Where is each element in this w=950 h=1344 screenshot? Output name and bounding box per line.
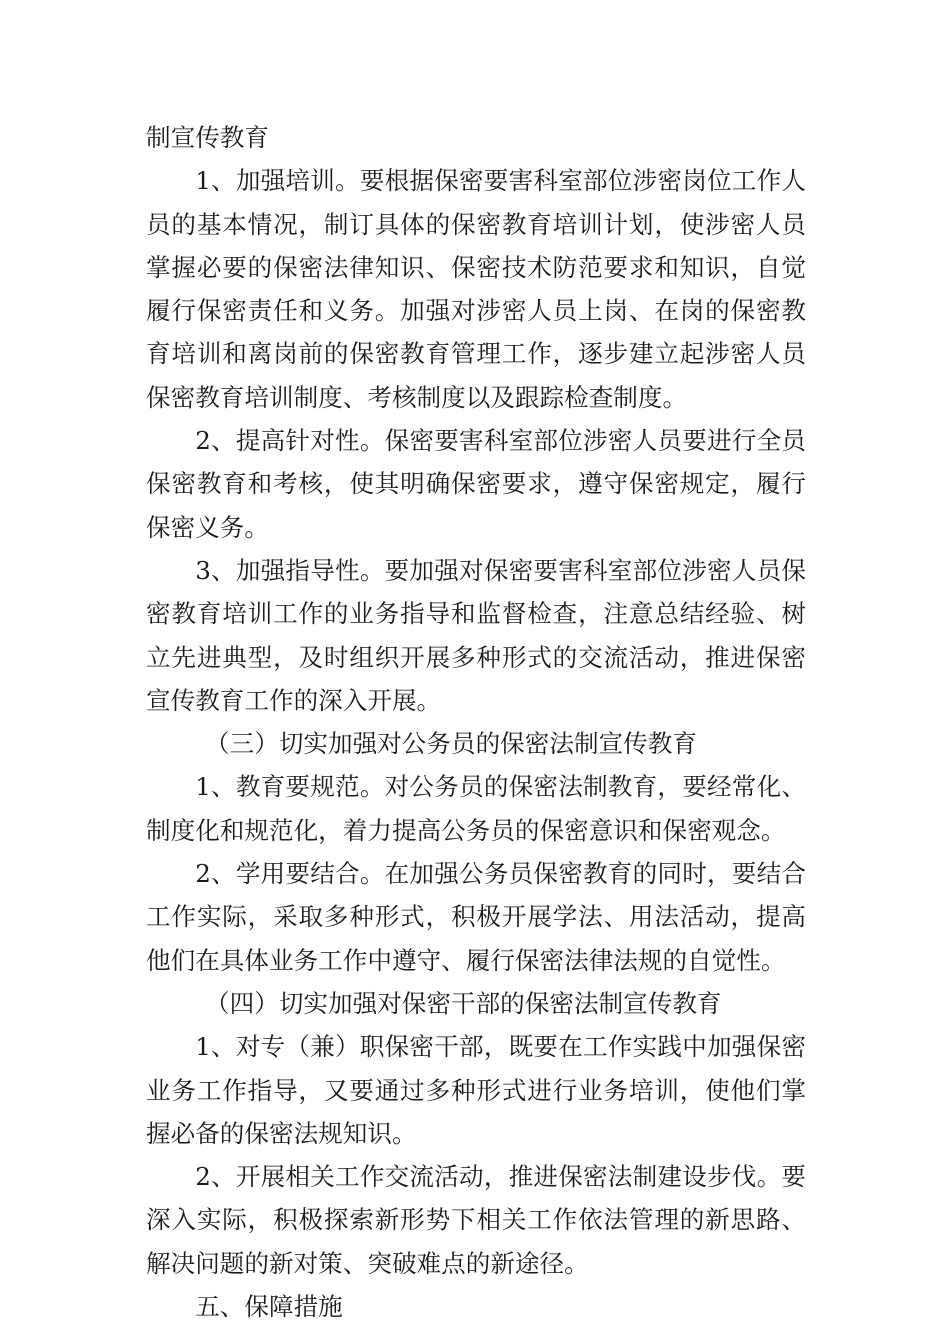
section-heading-secrecy-cadres: （四）切实加强对保密干部的保密法制宣传教育 — [205, 988, 722, 1018]
paragraph-standardize: 1、教育要规范。对公务员的保密法制教育，要经常化、制度化和规范化，着力提高公务员的保密意识和保密观念。 — [146, 772, 806, 845]
paragraph-pertinence: 2、提高针对性。保密要害科室部位涉密人员要进行全员保密教育和考核，使其明确保密要求，遵守保密规定，履行保密义务。 — [146, 426, 806, 542]
section-heading-civil-servants: （三）切实加强对公务员的保密法制宣传教育 — [205, 729, 697, 759]
paragraph-guidance: 3、加强指导性。要加强对保密要害科室部位涉密人员保密教育培训工作的业务指导和监督检查，注意总结经验、树立先进典型，及时组织开展多种形式的交流活动，推进保密宣传教育工作的深入开展。 — [146, 555, 806, 715]
paragraph-training: 1、加强培训。要根据保密要害科室部位涉密岗位工作人员的基本情况，制订具体的保密教育培训计划，使涉密人员掌握必要的保密法律知识、保密技术防范要求和知识，自觉履行保密责任和义务。加强对涉密人员上岗、在岗的保密教育培训和离岗前的保密教育管理工作，逐步建立起涉密人员保密教育培训制度、考核制度以及跟踪检查制度。 — [146, 166, 806, 412]
paragraph-continuation: 制宣传教育 — [146, 123, 269, 152]
paragraph-exchange-activities: 2、开展相关工作交流活动，推进保密法制建设步伐。要深入实际，积极探索新形势下相关工作依法管理的新思路、解决问题的新对策、突破难点的新途径。 — [146, 1162, 806, 1278]
paragraph-cadre-training: 1、对专（兼）职保密干部，既要在工作实践中加强保密业务工作指导，又要通过多种形式进行业务培训，使他们掌握必备的保密法规知识。 — [146, 1032, 806, 1148]
document-body — [146, 116, 806, 1328]
section-heading-safeguards: 五、保障措施 — [195, 1292, 343, 1322]
paragraph-study-and-apply: 2、学用要结合。在加强公务员保密教育的同时，要结合工作实际，采取多种形式，积极开展学法、用法活动，提高他们在具体业务工作中遵守、履行保密法律法规的自觉性。 — [146, 859, 806, 975]
